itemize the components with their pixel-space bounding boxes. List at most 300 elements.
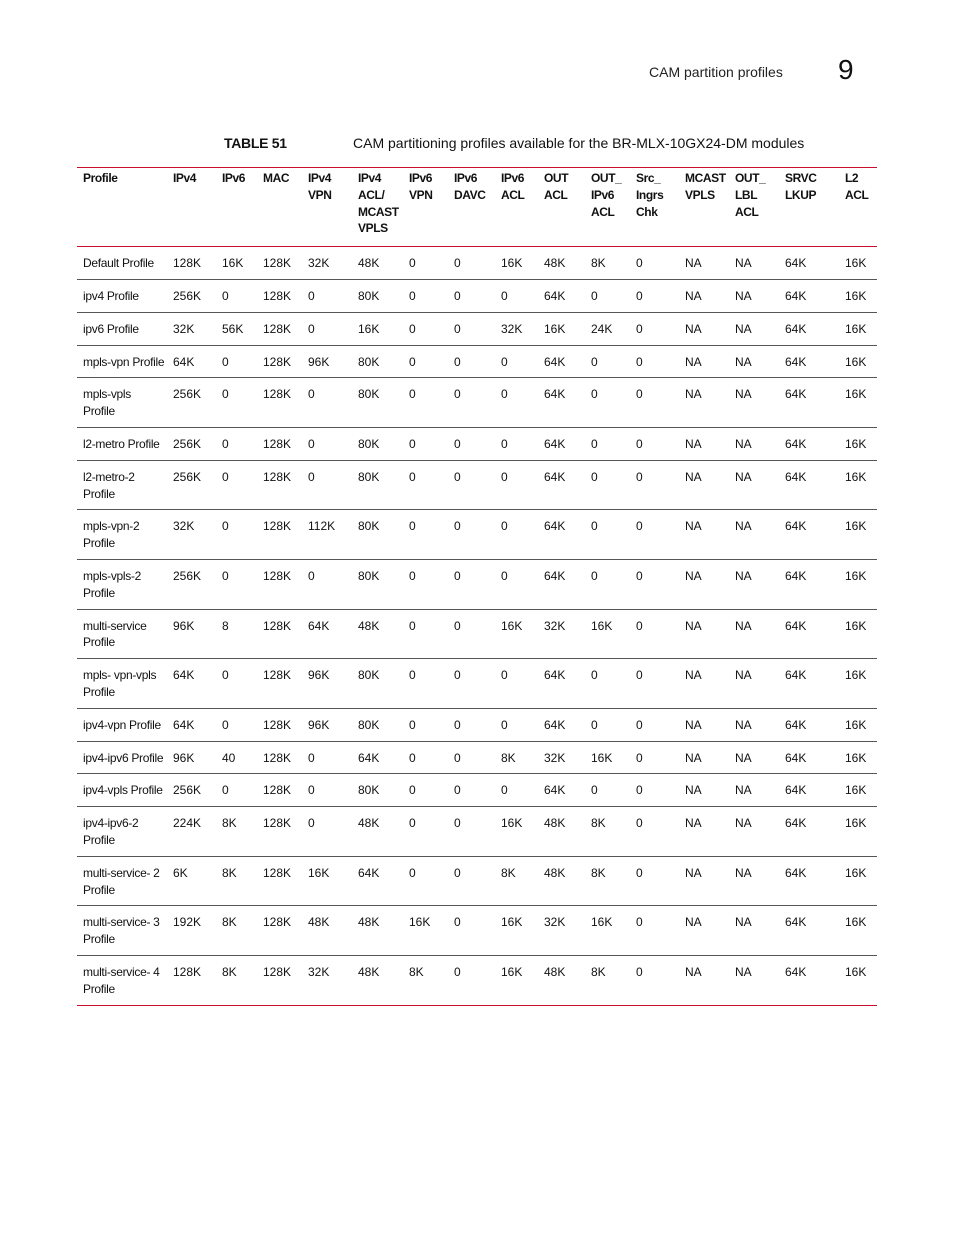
table-cell: 0 [222, 387, 229, 402]
column-header-line: ACL [591, 204, 615, 219]
column-header-line: IPv4 [358, 171, 382, 185]
table-cell: 0 [409, 816, 416, 831]
table-cell: 8K [501, 750, 516, 765]
table-cell: 192K [173, 915, 202, 930]
table-cell: NA [735, 915, 752, 930]
profile-name-cell: ipv4-ipv6-2 Profile [83, 816, 139, 847]
table-cell: NA [685, 288, 702, 303]
table-cell: NA [685, 618, 702, 633]
table-cell: 0 [222, 783, 229, 798]
table-cell: 8 [222, 618, 229, 633]
table-cell: 8K [591, 964, 606, 979]
table-cell: 16K [845, 568, 867, 583]
profile-name-cell: ipv4-vpn Profile [83, 717, 161, 732]
column-header-line: Chk [636, 204, 658, 219]
table-cell: 0 [501, 469, 508, 484]
table-cell: 0 [409, 519, 416, 534]
table-cell: 0 [222, 469, 229, 484]
table-cell: 80K [358, 354, 380, 369]
table-cell: 16K [591, 915, 613, 930]
table-cell: 128K [263, 568, 292, 583]
table-cell: 16K [845, 783, 867, 798]
table-cell: 48K [544, 256, 566, 271]
table-cell: 0 [409, 618, 416, 633]
table-cell: 16K [845, 354, 867, 369]
table-cell: 64K [544, 354, 566, 369]
table-cell: 0 [409, 865, 416, 880]
profile-name-cell: mpls-vpn Profile [83, 354, 165, 369]
table-row [77, 807, 877, 857]
table-cell: NA [685, 865, 702, 880]
table-cell: NA [735, 865, 752, 880]
table-cell: 16K [845, 750, 867, 765]
profile-name-cell: ipv4-ipv6 Profile [83, 750, 164, 765]
table-cell: NA [735, 519, 752, 534]
profile-name-cell: mpls-vpls-2 Profile [83, 568, 142, 600]
profile-name-cell: multi-service Profile [83, 618, 147, 650]
table-cell: 0 [591, 568, 598, 583]
table-cell: 0 [409, 436, 416, 451]
table-cell: 0 [454, 387, 461, 402]
table-cell: 16K [845, 964, 867, 979]
column-header-line: VPN [409, 187, 433, 202]
table-row [77, 856, 877, 906]
table-cell: 64K [785, 750, 807, 765]
table-cell: 16K [409, 915, 431, 930]
column-header-line: OUT_ [735, 171, 766, 185]
table-cell: 0 [591, 668, 598, 683]
table-cell: 0 [591, 436, 598, 451]
table-cell: 16K [845, 436, 867, 451]
table-cell: 6K [173, 865, 188, 880]
table-cell: 0 [409, 387, 416, 402]
column-header-line: MCAST [685, 171, 726, 185]
table-row [77, 774, 877, 807]
profile-name-cell: mpls-vpls Profile [83, 387, 131, 419]
table-cell: 112K [308, 519, 336, 534]
profile-name-cell: multi-service- 3 Profile [83, 915, 160, 947]
column-header [448, 168, 495, 247]
table-cell: 0 [454, 915, 461, 930]
column-header [538, 168, 585, 247]
table-cell: 0 [591, 783, 598, 798]
table-body [77, 247, 877, 1005]
profile-name-cell: ipv6 Profile [83, 321, 139, 336]
table-cell: 0 [454, 568, 461, 583]
column-header [839, 168, 877, 247]
table-cell: NA [685, 717, 702, 732]
column-header-line: IPv6 [409, 171, 433, 185]
table-cell: 128K [263, 519, 292, 534]
table-row [77, 345, 877, 378]
table-cell: 0 [591, 354, 598, 369]
table-cell: 64K [785, 519, 807, 534]
table-cell: 0 [308, 288, 315, 303]
table-cell: 48K [544, 816, 566, 831]
table-cell: 16K [222, 256, 244, 271]
table-cell: 8K [591, 816, 606, 831]
table-cell: 80K [358, 783, 380, 798]
table-cell: 64K [785, 783, 807, 798]
table-row [77, 279, 877, 312]
table-cell: 80K [358, 519, 380, 534]
table-cell: 96K [308, 717, 330, 732]
table-cell: 64K [544, 668, 566, 683]
table-cell: 16K [845, 816, 867, 831]
profile-name-cell: Default Profile [83, 256, 154, 271]
table-cell: 0 [409, 321, 416, 336]
table-cell: 64K [785, 387, 807, 402]
table-cell: 256K [173, 288, 202, 303]
table-cell: 64K [308, 618, 330, 633]
profile-name-cell: mpls-vpn-2 Profile [83, 519, 140, 551]
column-header-line: MAC [263, 171, 290, 185]
table-cell: 0 [501, 568, 508, 583]
table-cell: 16K [845, 618, 867, 633]
table-cell: NA [735, 387, 752, 402]
table-cell: 0 [454, 519, 461, 534]
column-header [403, 168, 448, 247]
table-cell: 24K [591, 321, 613, 336]
table-cell: NA [685, 387, 702, 402]
table-cell: 0 [222, 436, 229, 451]
table-cell: NA [735, 321, 752, 336]
table-row [77, 559, 877, 609]
table-cell: 128K [263, 750, 292, 765]
table-cell: 0 [454, 321, 461, 336]
table-cell: 0 [501, 288, 508, 303]
table-cell: 0 [501, 387, 508, 402]
table-cell: NA [735, 750, 752, 765]
table-cell: 16K [591, 750, 613, 765]
table-cell: 0 [409, 256, 416, 271]
column-header [302, 168, 352, 247]
table-cell: 16K [845, 865, 867, 880]
table-cell: NA [735, 964, 752, 979]
table-cell: 0 [501, 436, 508, 451]
column-header-line: IPv6 [222, 171, 246, 185]
table-cell: NA [735, 816, 752, 831]
column-header-line: MCAST [358, 204, 399, 219]
table-cell: 16K [845, 717, 867, 732]
table-cell: 64K [785, 865, 807, 880]
table-cell: 16K [845, 469, 867, 484]
table-cell: 0 [222, 668, 229, 683]
table-cell: 256K [173, 436, 202, 451]
table-row [77, 708, 877, 741]
table-cell: 8K [222, 964, 237, 979]
table-caption [224, 135, 805, 151]
table-cell: 128K [173, 964, 202, 979]
table-cell: 0 [591, 717, 598, 732]
table-cell: 80K [358, 717, 380, 732]
table-cell: 0 [454, 354, 461, 369]
profile-name-cell: mpls- vpn-vpls Profile [83, 668, 157, 699]
table-cell: 64K [544, 717, 566, 732]
column-header [729, 168, 779, 247]
table-cell: 128K [263, 964, 292, 979]
table-cell: 0 [454, 865, 461, 880]
table-row [77, 378, 877, 428]
column-header-line: DAVC [454, 187, 486, 202]
profile-name-cell: l2-metro-2 Profile [83, 469, 135, 501]
table-cell: 16K [501, 816, 523, 831]
table-cell: 16K [501, 618, 523, 633]
table-cell: 0 [308, 750, 315, 765]
table-cell: 0 [636, 717, 643, 732]
table-cell: NA [735, 668, 752, 683]
table-cell: 64K [785, 816, 807, 831]
profile-name-cell: ipv4-vpls Profile [83, 783, 163, 798]
profile-name-cell: l2-metro Profile [83, 436, 160, 451]
table-row [77, 659, 877, 709]
column-header-line: LKUP [785, 187, 817, 202]
table-row [77, 955, 877, 1005]
table-cell: 8K [222, 816, 237, 831]
table-cell: 128K [173, 256, 202, 271]
column-header [495, 168, 538, 247]
table-cell: 128K [263, 816, 292, 831]
column-header-line: IPv6 [501, 171, 525, 185]
table-cell: 64K [544, 568, 566, 583]
column-header-line: VPLS [685, 187, 715, 202]
table-cell: 0 [454, 717, 461, 732]
table-cell: 64K [544, 519, 566, 534]
table-cell: 0 [308, 321, 315, 336]
table-cell: NA [735, 288, 752, 303]
table-cell: 128K [263, 865, 292, 880]
table-cell: 128K [263, 436, 292, 451]
table-row [77, 609, 877, 659]
table-cell: 64K [544, 783, 566, 798]
table-cell: 128K [263, 288, 292, 303]
column-header [77, 168, 167, 247]
table-cell: 0 [222, 717, 229, 732]
table-cell: 64K [785, 469, 807, 484]
table-cell: 0 [636, 915, 643, 930]
table-cell: 0 [636, 354, 643, 369]
table-cell: 0 [454, 783, 461, 798]
table-cell: 80K [358, 568, 380, 583]
table-cell: 0 [501, 783, 508, 798]
table-cell: 64K [173, 354, 195, 369]
table-row [77, 427, 877, 460]
table-cell: 64K [544, 288, 566, 303]
table-cell: 0 [454, 288, 461, 303]
table-cell: 64K [544, 469, 566, 484]
column-header [585, 168, 630, 247]
table-cell: NA [685, 321, 702, 336]
table-cell: 0 [636, 568, 643, 583]
chapter-number: 9 [838, 54, 854, 85]
table-cell: NA [735, 436, 752, 451]
table-cell: 96K [308, 354, 330, 369]
table-cell: 64K [785, 354, 807, 369]
table-cell: 0 [636, 519, 643, 534]
table-cell: 96K [308, 668, 330, 683]
table-cell: 64K [544, 436, 566, 451]
table-label: TABLE 51 [224, 135, 287, 151]
table-header-row [77, 168, 877, 247]
column-header-line: ACL [544, 187, 568, 202]
table-cell: 64K [785, 668, 807, 683]
table-cell: NA [735, 717, 752, 732]
table-cell: 96K [173, 618, 195, 633]
table-cell: 0 [409, 750, 416, 765]
table-cell: 80K [358, 387, 380, 402]
table-cell: 64K [785, 256, 807, 271]
table-cell: 48K [358, 618, 380, 633]
column-header-line: IPv6 [591, 187, 615, 202]
column-header-line: Profile [83, 171, 118, 185]
table-cell: 0 [454, 964, 461, 979]
table-cell: 128K [263, 783, 292, 798]
column-header-line: Ingrs [636, 187, 664, 202]
column-header-line: ACL [845, 187, 869, 202]
table-title: CAM partitioning profiles available for the BR-MLX-10GX24-DM modules [353, 135, 805, 151]
column-header-line: IPv4 [173, 171, 197, 185]
table-cell: 64K [785, 436, 807, 451]
table-cell: 0 [636, 865, 643, 880]
table-row [77, 247, 877, 280]
column-header [167, 168, 216, 247]
table-cell: 16K [501, 915, 523, 930]
table-cell: 0 [454, 816, 461, 831]
table-cell: 0 [409, 783, 416, 798]
table-cell: 64K [785, 964, 807, 979]
table-cell: 0 [636, 321, 643, 336]
column-header-line: L2 [845, 171, 859, 185]
table-cell: 64K [173, 717, 195, 732]
table-cell: 16K [591, 618, 613, 633]
table-cell: 0 [454, 750, 461, 765]
table-cell: 0 [591, 387, 598, 402]
column-header-line: OUT_ [591, 171, 622, 185]
table-row [77, 906, 877, 956]
table-cell: 80K [358, 469, 380, 484]
table-cell: 0 [409, 354, 416, 369]
table-cell: 32K [173, 519, 195, 534]
table-cell: NA [735, 568, 752, 583]
table-cell: 224K [173, 816, 202, 831]
table-cell: 0 [636, 256, 643, 271]
table-cell: NA [685, 568, 702, 583]
table-cell: 0 [636, 668, 643, 683]
table-cell: 128K [263, 354, 292, 369]
table-cell: 0 [636, 618, 643, 633]
table-cell: 0 [308, 436, 315, 451]
table-cell: 0 [409, 568, 416, 583]
table-cell: 64K [544, 387, 566, 402]
table-cell: 0 [222, 568, 229, 583]
table-row [77, 460, 877, 510]
table-cell: 0 [308, 387, 315, 402]
table-cell: 32K [308, 256, 330, 271]
table-cell: 0 [501, 717, 508, 732]
table-cell: NA [685, 519, 702, 534]
table-cell: 64K [358, 750, 380, 765]
table-cell: 16K [845, 387, 867, 402]
table-cell: 96K [173, 750, 195, 765]
table-cell: 0 [636, 816, 643, 831]
table-cell: 8K [501, 865, 516, 880]
table-cell: NA [685, 256, 702, 271]
table-cell: 0 [636, 288, 643, 303]
table-cell: 48K [358, 256, 380, 271]
table-cell: 16K [308, 865, 330, 880]
table-cell: 128K [263, 469, 292, 484]
table-cell: 0 [409, 717, 416, 732]
profile-name-cell: multi-service- 2 Profile [83, 865, 160, 897]
column-header-line: IPv4 [308, 171, 332, 185]
table-cell: 64K [173, 668, 195, 683]
column-header-line: Src_ [636, 171, 661, 185]
table-cell: 80K [358, 436, 380, 451]
table-cell: 8K [222, 915, 237, 930]
table-cell: 40 [222, 750, 236, 765]
column-header-line: ACL [501, 187, 525, 202]
table-cell: 80K [358, 668, 380, 683]
table-cell: NA [685, 469, 702, 484]
table-cell: 64K [785, 288, 807, 303]
column-header-line: IPv6 [454, 171, 478, 185]
table-cell: 0 [591, 469, 598, 484]
table-cell: 0 [636, 436, 643, 451]
table-cell: NA [685, 436, 702, 451]
column-header [679, 168, 729, 247]
table-cell: 16K [501, 256, 523, 271]
table-row [77, 741, 877, 774]
column-header [352, 168, 403, 247]
column-header [216, 168, 257, 247]
column-header-line: SRVC [785, 171, 817, 185]
table-cell: 128K [263, 668, 292, 683]
column-header-line: VPN [308, 187, 332, 202]
table-cell: 80K [358, 288, 380, 303]
column-header-line: LBL [735, 187, 758, 202]
table-cell: NA [685, 816, 702, 831]
table-cell: 16K [358, 321, 380, 336]
table-cell: 48K [544, 964, 566, 979]
table-cell: NA [685, 783, 702, 798]
table-cell: 128K [263, 321, 292, 336]
table-cell: 64K [785, 915, 807, 930]
table-cell: 8K [591, 865, 606, 880]
table-cell: 48K [358, 915, 380, 930]
table-cell: 16K [845, 668, 867, 683]
table-cell: 64K [358, 865, 380, 880]
table-cell: 64K [785, 321, 807, 336]
column-header-line: VPLS [358, 221, 388, 236]
table-cell: 256K [173, 387, 202, 402]
table-row [77, 510, 877, 560]
table-cell: 32K [544, 618, 566, 633]
table-cell: 0 [636, 750, 643, 765]
table-cell: 128K [263, 915, 292, 930]
table-cell: 128K [263, 618, 292, 633]
table-cell: 0 [454, 436, 461, 451]
table-cell: 32K [308, 964, 330, 979]
table-cell: 16K [544, 321, 566, 336]
cam-profiles-table [77, 167, 877, 1006]
table-cell: 16K [501, 964, 523, 979]
column-header-line: OUT [544, 171, 569, 185]
table-cell: NA [685, 668, 702, 683]
table-cell: 32K [544, 915, 566, 930]
table-cell: 0 [636, 469, 643, 484]
table-cell: 64K [785, 618, 807, 633]
table-cell: 0 [409, 469, 416, 484]
